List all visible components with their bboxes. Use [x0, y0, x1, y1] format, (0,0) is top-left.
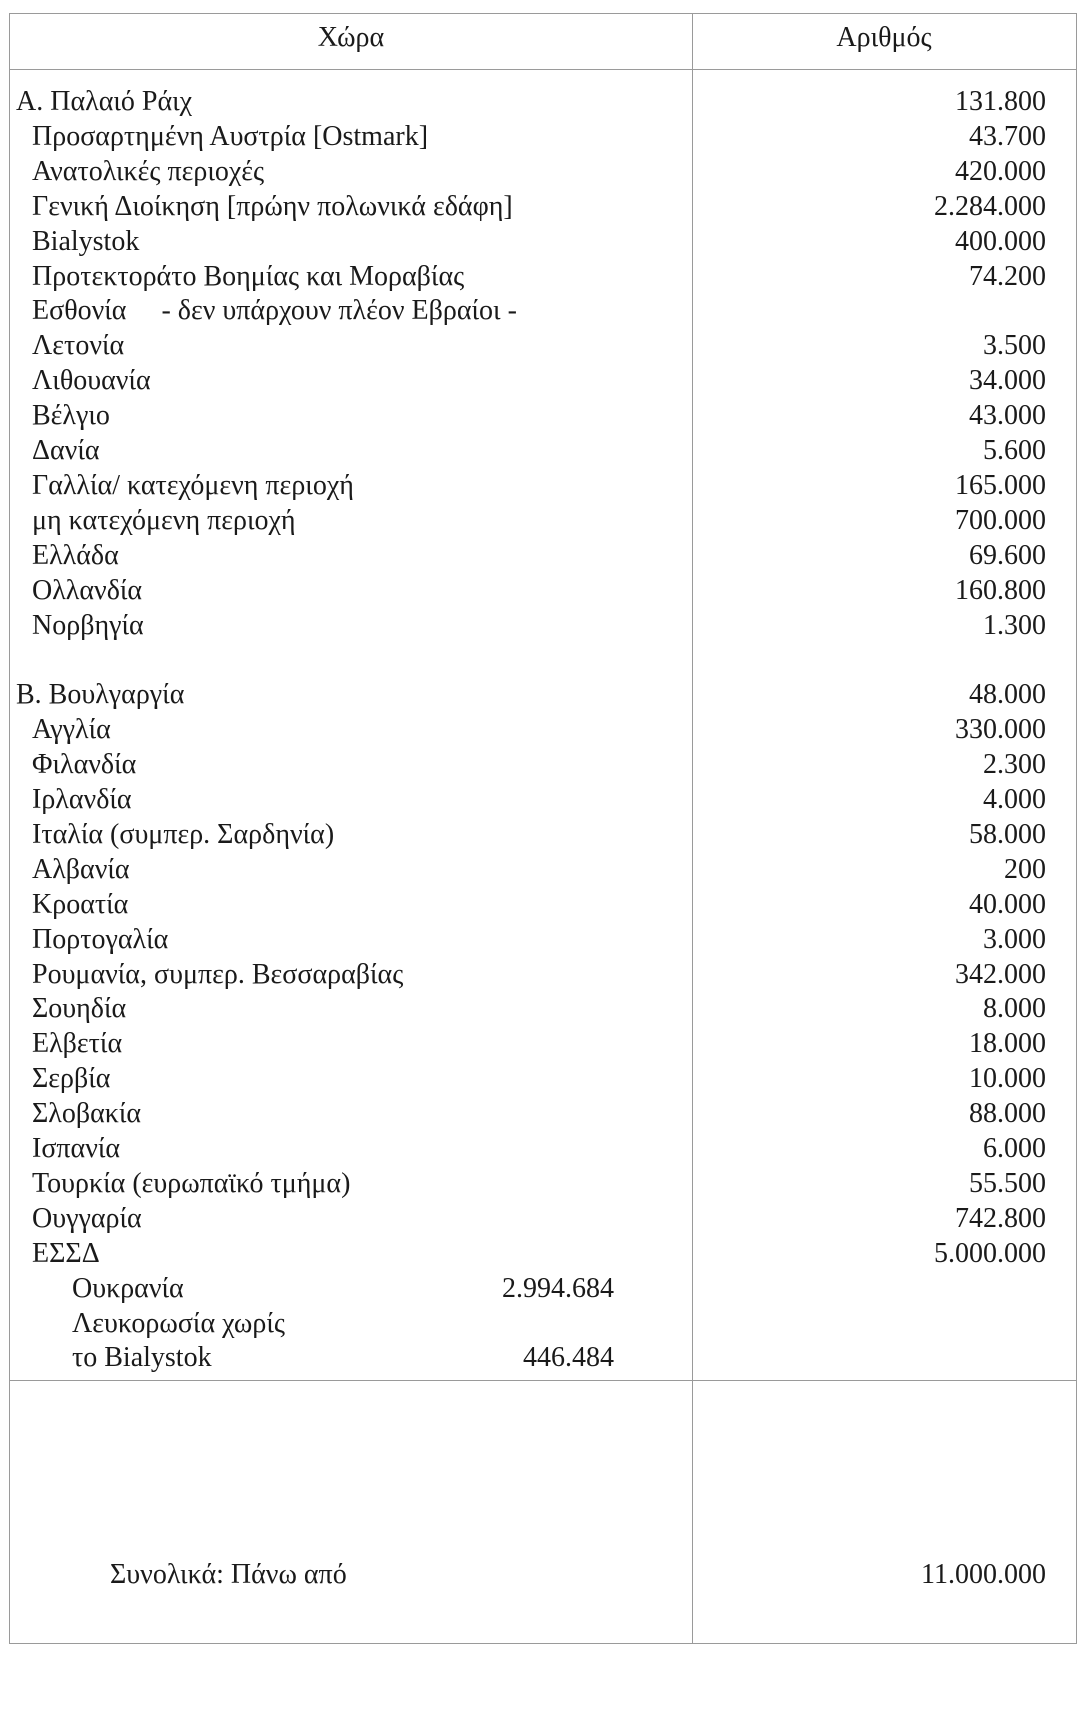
country-name: μη κατεχόμενη περιοχή: [32, 504, 296, 536]
count-value: 43.000: [969, 400, 1046, 432]
table-row: [10, 1165, 1046, 1203]
table-row: [10, 223, 1046, 261]
country-name: Τουρκία (ευρωπαϊκό τμήμα): [32, 1167, 351, 1199]
country-name: Εσθονία - δεν υπάρχουν πλέον Εβραίοι -: [32, 295, 517, 327]
country-name: Γαλλία/ κατεχόμενη περιοχή: [32, 469, 354, 501]
country-name: Προσαρτημένη Αυστρία [Ostmark]: [32, 120, 429, 152]
table-row: [10, 258, 1046, 296]
table-row: [10, 118, 1046, 156]
table-row: [10, 83, 1046, 121]
table-row: [10, 990, 1046, 1028]
count-value: 5.000.000: [934, 1237, 1046, 1269]
country-name: Bialystok: [32, 225, 140, 257]
country-name: Κροατία: [32, 888, 129, 920]
country-name: Ελλάδα: [32, 539, 119, 571]
country-name: Αλβανία: [32, 853, 130, 885]
table-row: [10, 397, 1046, 435]
country-name: Α. Παλαιό Ράιχ: [16, 86, 193, 117]
country-name: Ανατολικές περιοχές: [32, 155, 265, 187]
country-name: Βέλγιο: [32, 400, 110, 432]
country-name: Ουκρανία: [72, 1272, 184, 1304]
count-value: 55.500: [969, 1167, 1046, 1199]
count-value: 58.000: [969, 818, 1046, 850]
country-name: Σουηδία: [32, 993, 127, 1025]
count-value: 69.600: [969, 539, 1046, 571]
country-name: Ρουμανία, συμπερ. Βεσσαραβίας: [32, 958, 404, 990]
count-value: 160.800: [955, 574, 1046, 606]
count-value: 3.000: [983, 923, 1046, 955]
header-number: Αριθμός: [836, 22, 932, 53]
country-name: Ιταλία (συμπερ. Σαρδηνία): [32, 818, 335, 850]
country-name: Ισπανία: [32, 1133, 121, 1164]
header-divider: [10, 69, 1076, 70]
jewish-population-table: [9, 13, 1077, 1644]
country-name: Φιλανδία: [32, 749, 137, 781]
count-value: 420.000: [955, 155, 1046, 187]
count-value: 6.000: [983, 1133, 1046, 1164]
total-value: 11.000.000: [921, 1559, 1046, 1590]
country-name: Β. Βουλγαργία: [16, 679, 185, 711]
count-value: 742.800: [955, 1202, 1046, 1234]
table-row: [10, 607, 1046, 645]
country-name: Αγγλία: [32, 714, 111, 746]
country-name: Λιθουανία: [32, 365, 151, 397]
table-row: [10, 711, 1046, 749]
table-row: [10, 502, 1046, 540]
country-name: Λετονία: [32, 330, 125, 362]
country-name: Προτεκτοράτο Βοημίας και Μοραβίας: [32, 260, 465, 292]
table-row: [10, 1060, 1046, 1098]
sub-count: 2.994.684: [502, 1272, 614, 1304]
count-value: 8.000: [983, 993, 1046, 1025]
table-row: [10, 781, 1046, 819]
country-name: Ιρλανδία: [32, 784, 132, 815]
table-row: [10, 1130, 1046, 1168]
header-country: Χώρα: [317, 22, 385, 53]
table-row: [10, 886, 1046, 924]
country-name: Δανία: [32, 435, 100, 466]
table-row: [10, 851, 1046, 889]
count-value: 400.000: [955, 225, 1046, 257]
table-row: [10, 1305, 1046, 1343]
table-row: [10, 676, 1046, 714]
count-value: 700.000: [955, 504, 1046, 536]
count-value: 2.284.000: [934, 190, 1046, 222]
table-row: [10, 1025, 1046, 1063]
count-value: 88.000: [969, 1098, 1046, 1130]
count-value: 165.000: [955, 469, 1046, 501]
table-row: [10, 1270, 1046, 1308]
count-value: 200: [1004, 853, 1046, 885]
count-value: 131.800: [955, 86, 1046, 117]
count-value: 342.000: [955, 958, 1046, 990]
country-name: Ελβετία: [32, 1028, 123, 1060]
count-value: 43.700: [969, 120, 1046, 152]
count-value: 2.300: [983, 749, 1046, 781]
table-row: [10, 1200, 1046, 1238]
count-value: 5.600: [983, 435, 1046, 466]
country-name: Λευκορωσία χωρίς: [72, 1307, 285, 1339]
count-value: 34.000: [969, 365, 1046, 397]
country-name: Ουγγαρία: [32, 1202, 142, 1234]
country-name: Ολλανδία: [32, 574, 143, 606]
sub-count: 446.484: [523, 1342, 614, 1374]
table-row: [10, 1339, 1046, 1377]
table-row: [10, 921, 1046, 959]
count-value: 48.000: [969, 679, 1046, 711]
table-row: [10, 432, 1046, 470]
country-name: Γενική Διοίκηση [πρώην πολωνικά εδάφη]: [32, 190, 513, 222]
country-name: Σερβία: [32, 1063, 111, 1095]
table-row: [10, 327, 1046, 365]
count-value: 4.000: [983, 784, 1046, 815]
table-row: [10, 816, 1046, 854]
country-name: Νορβηγία: [32, 609, 144, 641]
table-row: [10, 467, 1046, 505]
country-name: Πορτογαλία: [32, 923, 169, 955]
count-value: 1.300: [983, 609, 1046, 641]
table-row: [10, 292, 1046, 330]
country-name: Σλοβακία: [32, 1098, 142, 1130]
count-value: 18.000: [969, 1028, 1046, 1060]
total-divider: [10, 1380, 1076, 1381]
table-row: [10, 362, 1046, 400]
total-label: Συνολικά: Πάνω από: [110, 1559, 347, 1590]
country-name: το Bialystok: [72, 1342, 212, 1374]
table-row: [10, 572, 1046, 610]
count-value: 10.000: [969, 1063, 1046, 1095]
table-row: [10, 153, 1046, 191]
count-value: 330.000: [955, 714, 1046, 746]
table-row: [10, 188, 1046, 226]
count-value: 40.000: [969, 888, 1046, 920]
count-value: 3.500: [983, 330, 1046, 362]
table-row: [10, 1235, 1046, 1273]
table-row: [10, 537, 1046, 575]
country-name: ΕΣΣΔ: [32, 1237, 100, 1269]
table-row: [10, 746, 1046, 784]
table-row: [10, 1095, 1046, 1133]
count-value: 74.200: [969, 260, 1046, 292]
table-row: [10, 956, 1046, 994]
